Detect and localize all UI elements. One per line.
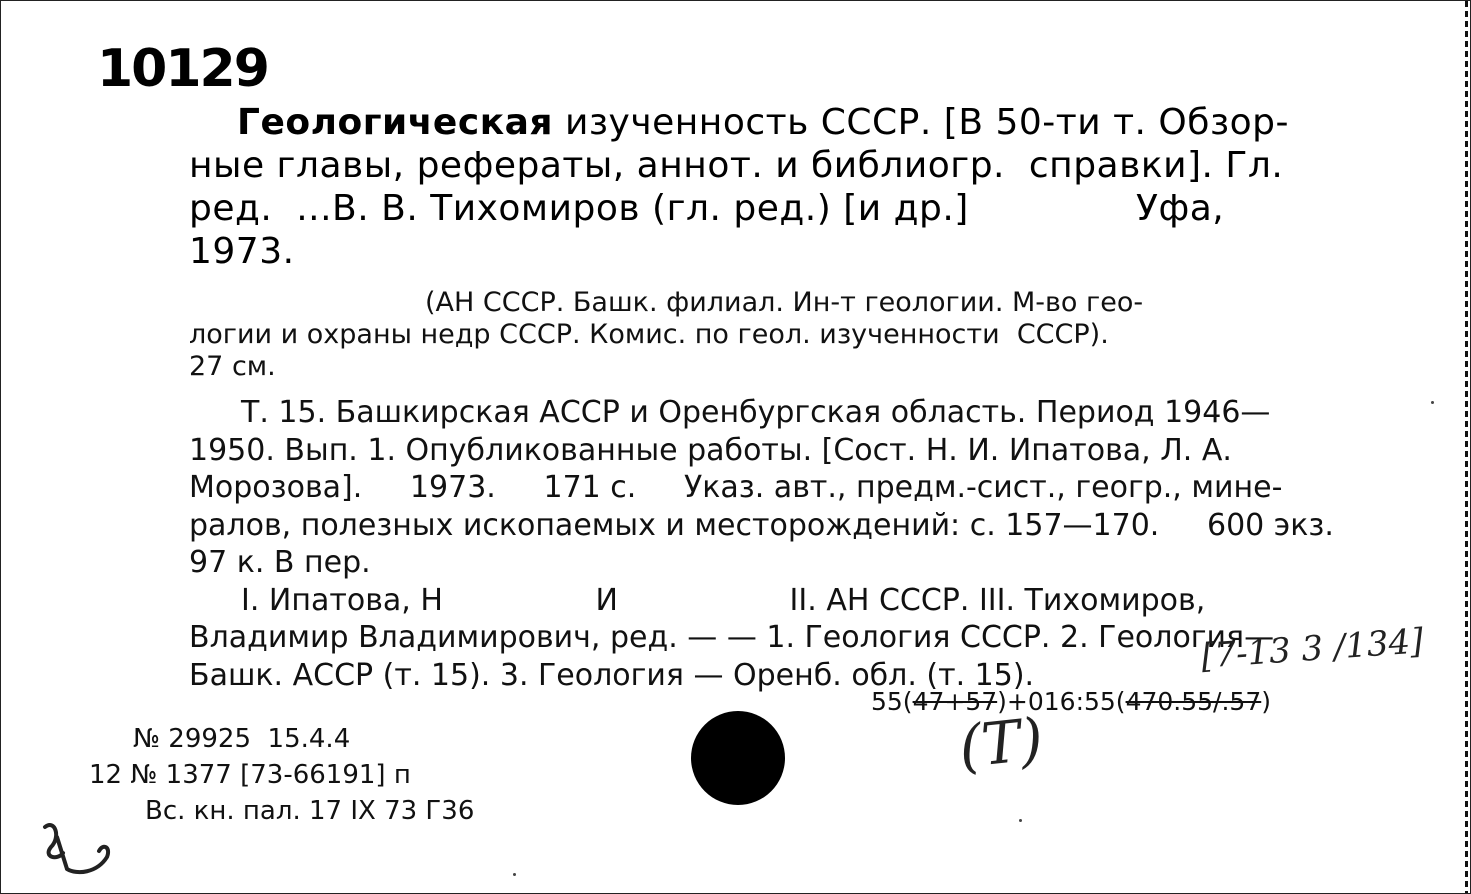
speck [1019, 819, 1022, 822]
punch-hole [691, 711, 785, 805]
publisher-line-2: логии и охраны недр СССР. Комис. по геол. изученности СССР). [189, 319, 1109, 350]
card-number: 10129 [97, 39, 268, 99]
classification-middle: )+016:55( [997, 687, 1126, 716]
speck [1431, 401, 1434, 404]
handwritten-bracket-note: [7-13 3 /134] [1199, 621, 1425, 677]
volume-line-2: 1950. Вып. 1. Опубликованные работы. [Сост. Н. И. Ипатова, Л. А. [189, 432, 1232, 468]
classification-struck-2: 470.55/.57 [1125, 687, 1262, 716]
volume-line-8: Башк. АССР (т. 15). 3. Геология — Оренб. обл. (т. 15). [189, 657, 1035, 693]
volume-line-3: Морозова]. 1973. 171 с. Указ. авт., предм.-сист., геогр., мине- [189, 470, 1283, 505]
classification-suffix: ) [1261, 687, 1271, 716]
volume-line-6: I. Ипатова, Н И II. АН СССР. III. Тихомиров, [241, 582, 1206, 618]
title-block [189, 101, 1369, 273]
classification-code [871, 687, 1271, 716]
title-line-3: ред. ...В. В. Тихомиров (гл. ред.) [и др.] Уфа, [189, 188, 1225, 229]
volume-line-4: ралов, полезных ископаемых и месторождений: с. 157—170. 600 экз. [189, 507, 1334, 543]
footer-line-1: № 29925 15.4.4 [133, 724, 351, 754]
title-line-4: 1973. [189, 231, 295, 272]
classification-struck-1: 47+57 [912, 687, 998, 716]
volume-block [189, 394, 1369, 694]
footer-line-2: 12 № 1377 [73-66191] п [89, 760, 411, 790]
handwritten-t-note: (Т) [955, 704, 1047, 782]
publisher-line-1: (АН СССР. Башк. филиал. Ин-т геологии. М-во гео- [425, 287, 1144, 318]
publisher-line-3: 27 см. [189, 351, 276, 382]
footer-line-3: Вс. кн. пал. 17 IX 73 Г36 [145, 796, 475, 826]
volume-line-1: Т. 15. Башкирская АССР и Оренбургская область. Период 1946— [241, 395, 1271, 430]
title-line-2: ные главы, рефераты, аннот. и библиогр. справки]. Гл. [189, 145, 1284, 186]
classification-prefix: 55( [871, 687, 913, 716]
volume-line-5: 97 к. В пер. [189, 545, 371, 580]
handwritten-mark-icon [37, 817, 117, 879]
title-line-1 [189, 101, 1369, 144]
title-bold-word: Геологическая [237, 102, 554, 143]
publisher-block [189, 287, 1369, 383]
volume-line-7: Владимир Владимирович, ред. — — 1. Геология СССР. 2. Геология— [189, 620, 1275, 655]
footer-block [89, 721, 474, 829]
speck [513, 873, 516, 876]
title-line-1-rest: изученность СССР. [В 50-ти т. Обзор- [553, 102, 1289, 143]
